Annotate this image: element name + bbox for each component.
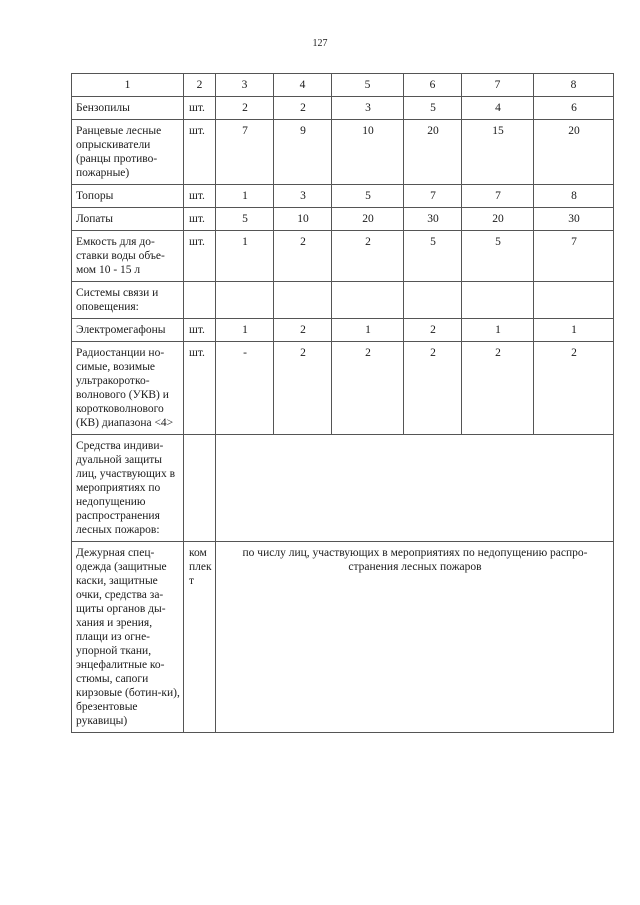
item-name: Системы связи и оповещения: bbox=[72, 282, 184, 319]
table-row bbox=[72, 319, 614, 342]
value-cell: 3 bbox=[332, 97, 404, 120]
table-header-row bbox=[72, 74, 614, 97]
value-cell: 2 bbox=[534, 342, 614, 435]
table-row bbox=[72, 542, 614, 733]
value-cell: 6 bbox=[534, 97, 614, 120]
value-cell: 2 bbox=[462, 342, 534, 435]
value-cell bbox=[332, 282, 404, 319]
item-name: Электромегафоны bbox=[72, 319, 184, 342]
table-row bbox=[72, 208, 614, 231]
value-cell: 5 bbox=[216, 208, 274, 231]
item-name: Радиостанции но-симые, возимые ультракоротко-волнового (УКВ) и коротковолнового (КВ) диапазона <4> bbox=[72, 342, 184, 435]
value-cell: 30 bbox=[404, 208, 462, 231]
item-name: Емкость для до-ставки воды объе-мом 10 - 15 л bbox=[72, 231, 184, 282]
value-cell: 7 bbox=[462, 185, 534, 208]
value-cell: 5 bbox=[404, 97, 462, 120]
value-cell: 7 bbox=[216, 120, 274, 185]
item-unit: шт. bbox=[184, 342, 216, 435]
value-cell: 20 bbox=[404, 120, 462, 185]
value-cell: 1 bbox=[332, 319, 404, 342]
value-cell bbox=[274, 282, 332, 319]
value-cell: 8 bbox=[534, 185, 614, 208]
value-cell: 1 bbox=[534, 319, 614, 342]
item-name: Ранцевые лесные опрыскиватели (ранцы противо-пожарные) bbox=[72, 120, 184, 185]
value-cell bbox=[462, 282, 534, 319]
value-cell: 3 bbox=[274, 185, 332, 208]
value-cell: 1 bbox=[462, 319, 534, 342]
table-row bbox=[72, 185, 614, 208]
merged-note-cell: по числу лиц, участвующих в мероприятиях по недопущению распро-странения лесных пожаров bbox=[216, 542, 614, 733]
header-cell: 1 bbox=[72, 74, 184, 97]
value-cell: 2 bbox=[404, 319, 462, 342]
equipment-norms-table bbox=[71, 73, 614, 733]
page-number: 127 bbox=[312, 38, 328, 49]
value-cell: 1 bbox=[216, 231, 274, 282]
item-unit bbox=[184, 282, 216, 319]
header-cell: 4 bbox=[274, 74, 332, 97]
value-cell: 30 bbox=[534, 208, 614, 231]
value-cell: 2 bbox=[404, 342, 462, 435]
value-cell: 5 bbox=[404, 231, 462, 282]
header-cell: 3 bbox=[216, 74, 274, 97]
item-name: Топоры bbox=[72, 185, 184, 208]
table-row bbox=[72, 342, 614, 435]
value-cell: 2 bbox=[216, 97, 274, 120]
value-cell: 10 bbox=[274, 208, 332, 231]
value-cell: 9 bbox=[274, 120, 332, 185]
value-cell: 2 bbox=[274, 97, 332, 120]
value-cell: 20 bbox=[462, 208, 534, 231]
value-cell: 10 bbox=[332, 120, 404, 185]
item-unit: шт. bbox=[184, 319, 216, 342]
value-cell: 2 bbox=[274, 319, 332, 342]
value-cell: 20 bbox=[534, 120, 614, 185]
item-name: Лопаты bbox=[72, 208, 184, 231]
value-cell: 7 bbox=[534, 231, 614, 282]
item-unit: шт. bbox=[184, 231, 216, 282]
header-cell: 7 bbox=[462, 74, 534, 97]
value-cell: 2 bbox=[274, 231, 332, 282]
item-name: Средства индиви-дуальной защиты лиц, участвующих в мероприятиях по недопущению распространения лесных пожаров: bbox=[72, 435, 184, 542]
section-row-ppe bbox=[72, 435, 614, 542]
item-unit: шт. bbox=[184, 120, 216, 185]
item-unit: шт. bbox=[184, 185, 216, 208]
value-cell: 2 bbox=[332, 342, 404, 435]
value-cell: 5 bbox=[332, 185, 404, 208]
value-cell: 4 bbox=[462, 97, 534, 120]
value-cell: 2 bbox=[274, 342, 332, 435]
item-name: Дежурная спец-одежда (защитные каски, защитные очки, средства за-щиты органов ды-хания и зрения, плащи из огне-упорной ткани, энцефалитные ко-стюмы, сапоги кирзовые (ботин-ки), брезентовые рукавицы) bbox=[72, 542, 184, 733]
value-cell: 1 bbox=[216, 319, 274, 342]
header-cell: 6 bbox=[404, 74, 462, 97]
header-cell: 5 bbox=[332, 74, 404, 97]
table-row bbox=[72, 120, 614, 185]
item-unit: шт. bbox=[184, 208, 216, 231]
value-cell: 15 bbox=[462, 120, 534, 185]
item-unit bbox=[184, 435, 216, 542]
value-cell bbox=[534, 282, 614, 319]
header-cell: 8 bbox=[534, 74, 614, 97]
item-unit: ком плек т bbox=[184, 542, 216, 733]
value-cell bbox=[216, 282, 274, 319]
value-cell: 5 bbox=[462, 231, 534, 282]
value-cell: - bbox=[216, 342, 274, 435]
value-cell: 20 bbox=[332, 208, 404, 231]
item-unit: шт. bbox=[184, 97, 216, 120]
table-row bbox=[72, 97, 614, 120]
item-name: Бензопилы bbox=[72, 97, 184, 120]
value-cell: 7 bbox=[404, 185, 462, 208]
value-cell bbox=[404, 282, 462, 319]
value-cell: 2 bbox=[332, 231, 404, 282]
section-row-communications bbox=[72, 282, 614, 319]
table-row bbox=[72, 231, 614, 282]
merged-empty-cell bbox=[216, 435, 614, 542]
header-cell: 2 bbox=[184, 74, 216, 97]
value-cell: 1 bbox=[216, 185, 274, 208]
